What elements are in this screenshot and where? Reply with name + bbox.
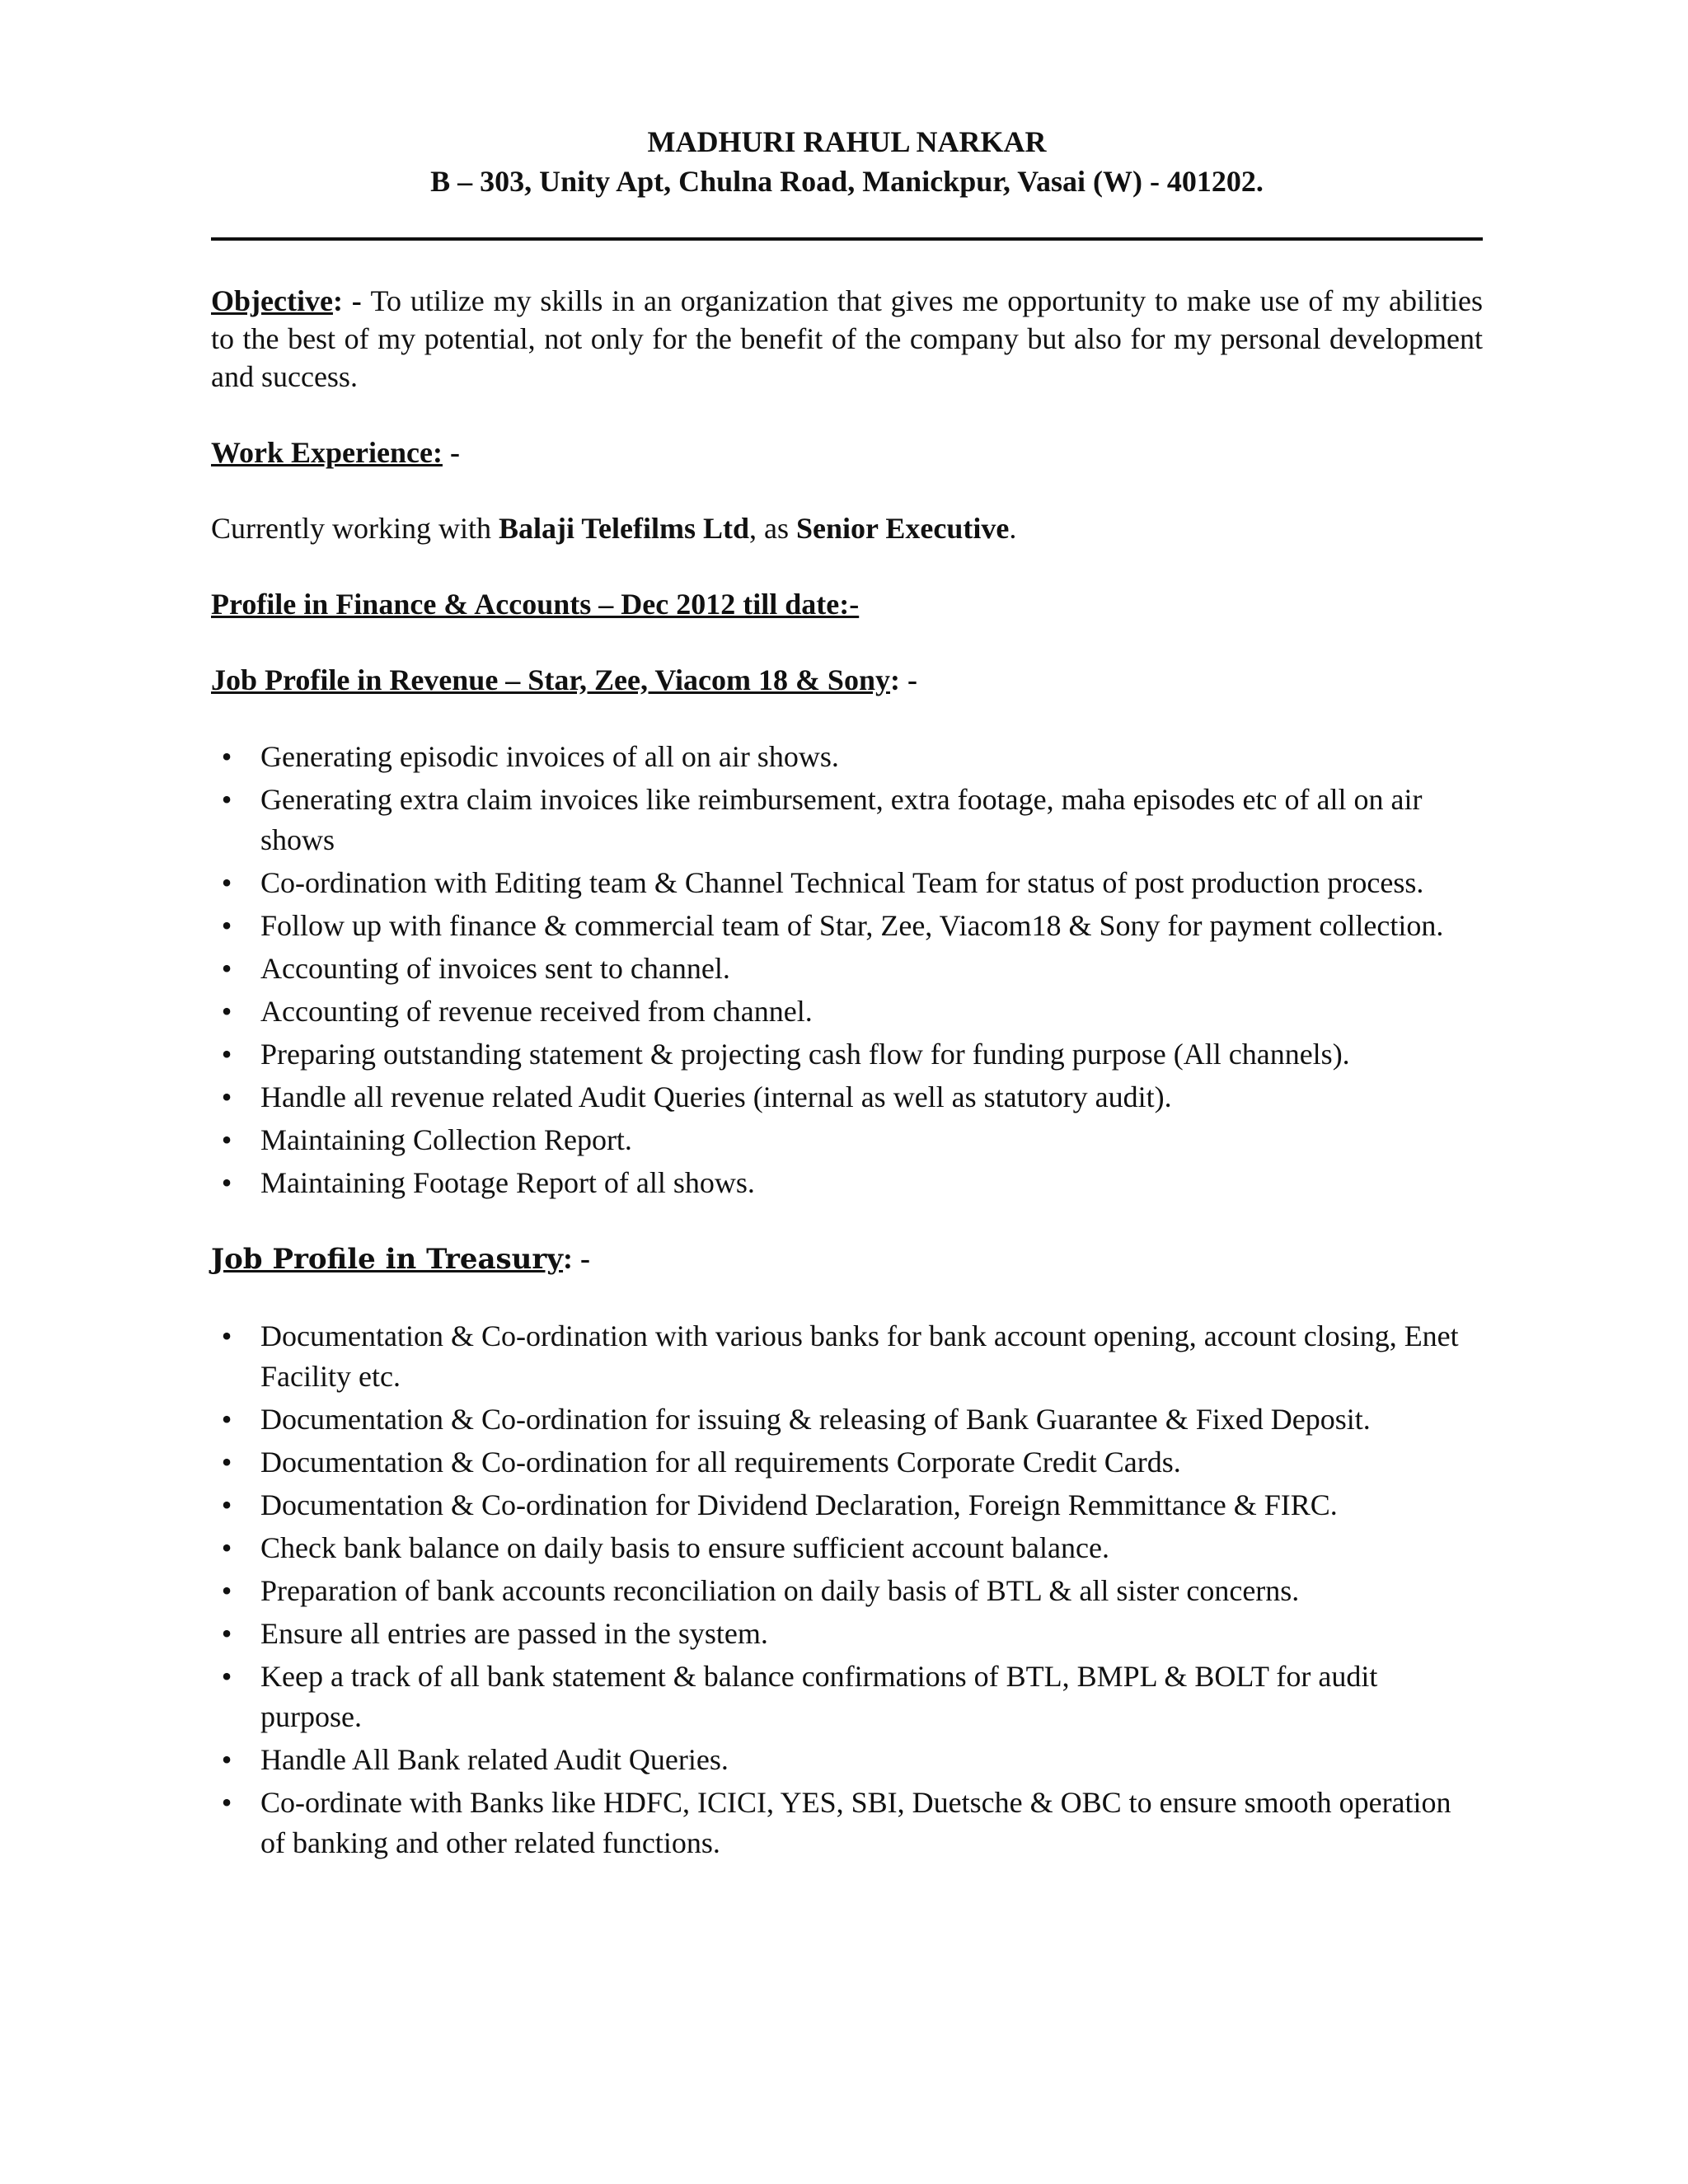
list-item — [211, 1657, 1483, 1737]
current-middle: , as — [749, 512, 796, 545]
list-item — [211, 1077, 1483, 1118]
profile-heading — [211, 585, 1483, 623]
bullet-icon: • — [221, 1123, 232, 1156]
bullet-icon: • — [221, 1038, 232, 1071]
list-item — [211, 1783, 1483, 1863]
list-item — [211, 1399, 1483, 1440]
treasury-suffix: : - — [563, 1242, 591, 1275]
bullet-icon: • — [221, 1488, 232, 1521]
objective-label: Objective — [211, 284, 333, 317]
candidate-name: MADHURI RAHUL NARKAR — [647, 125, 1047, 158]
bullet-icon: • — [221, 1446, 232, 1479]
bullet-icon: • — [221, 783, 232, 816]
list-item — [211, 1120, 1483, 1160]
list-item — [211, 991, 1483, 1032]
bullet-icon: • — [221, 866, 232, 899]
header-divider — [211, 237, 1483, 241]
list-item-text: Generating episodic invoices of all on air shows. — [260, 740, 839, 773]
list-item-text: Co-ordinate with Banks like HDFC, ICICI, YES, SBI, Duetsche & OBC to ensure smooth operation of banking and other related functions. — [260, 1786, 1451, 1859]
profile-label: Profile in Finance & Accounts – Dec 2012 till date:- — [211, 588, 860, 621]
list-item-text: Generating extra claim invoices like reimbursement, extra footage, maha episodes etc of all on air shows — [260, 783, 1423, 856]
candidate-address: B – 303, Unity Apt, Chulna Road, Manickpur, Vasai (W) - 401202. — [430, 165, 1264, 198]
list-item — [211, 1163, 1483, 1203]
list-item-text: Keep a track of all bank statement & balance confirmations of BTL, BMPL & BOLT for audit purpose. — [260, 1660, 1378, 1733]
list-item-text: Accounting of revenue received from channel. — [260, 995, 813, 1028]
list-item-text: Documentation & Co-ordination for issuing & releasing of Bank Guarantee & Fixed Deposit. — [260, 1403, 1371, 1436]
objective-section — [211, 282, 1483, 396]
objective-text: To utilize my skills in an organization that gives me opportunity to make use of my abilities to the best of my potential, not only for the benefit of the company but also for my personal development and success. — [211, 284, 1483, 393]
list-item-text: Maintaining Collection Report. — [260, 1123, 632, 1156]
work-experience-label: Work Experience: — [211, 436, 443, 469]
list-item-text: Check bank balance on daily basis to ensure sufficient account balance. — [260, 1531, 1109, 1564]
objective-separator: : - — [332, 284, 371, 317]
current-employment — [211, 509, 1483, 547]
bullet-icon: • — [221, 1531, 232, 1564]
current-prefix: Currently working with — [211, 512, 499, 545]
bullet-icon: • — [221, 952, 232, 985]
revenue-duties-list — [211, 737, 1483, 1203]
resume-header — [211, 122, 1483, 201]
list-item-text: Co-ordination with Editing team & Channel Technical Team for status of post production process. — [260, 866, 1424, 899]
list-item — [211, 1316, 1483, 1397]
bullet-icon: • — [221, 1319, 232, 1352]
bullet-icon: • — [221, 995, 232, 1028]
resume-page — [211, 122, 1483, 1866]
list-item — [211, 737, 1483, 777]
list-item-text: Documentation & Co-ordination for all requirements Corporate Credit Cards. — [260, 1446, 1181, 1479]
bullet-icon: • — [221, 740, 232, 773]
list-item-text: Accounting of invoices sent to channel. — [260, 952, 730, 985]
list-item-text: Handle all revenue related Audit Queries (internal as well as statutory audit). — [260, 1080, 1172, 1113]
company-name: Balaji Telefilms Ltd — [498, 512, 749, 545]
list-item-text: Ensure all entries are passed in the system. — [260, 1617, 768, 1650]
list-item — [211, 863, 1483, 903]
list-item-text: Preparation of bank accounts reconciliation on daily basis of BTL & all sister concerns. — [260, 1574, 1300, 1607]
list-item — [211, 1740, 1483, 1780]
list-item — [211, 1528, 1483, 1568]
bullet-icon: • — [221, 1574, 232, 1607]
list-item-text: Follow up with finance & commercial team of Star, Zee, Viacom18 & Sony for payment collection. — [260, 909, 1444, 942]
list-item-text: Handle All Bank related Audit Queries. — [260, 1743, 729, 1776]
bullet-icon: • — [221, 1743, 232, 1776]
list-item-text: Maintaining Footage Report of all shows. — [260, 1166, 755, 1199]
revenue-heading — [211, 661, 1483, 699]
bullet-icon: • — [221, 1080, 232, 1113]
treasury-heading — [211, 1240, 1483, 1278]
list-item — [211, 1442, 1483, 1483]
list-item — [211, 1614, 1483, 1654]
list-item — [211, 780, 1483, 860]
revenue-suffix: : - — [889, 663, 917, 696]
work-experience-suffix: - — [442, 436, 460, 469]
list-item-text: Documentation & Co-ordination with various banks for bank account opening, account closing, Enet Facility etc. — [260, 1319, 1459, 1393]
bullet-icon: • — [221, 1403, 232, 1436]
bullet-icon: • — [221, 909, 232, 942]
list-item — [211, 906, 1483, 946]
list-item — [211, 1571, 1483, 1611]
list-item — [211, 1485, 1483, 1526]
current-suffix: . — [1009, 512, 1017, 545]
role-title: Senior Executive — [796, 512, 1010, 545]
list-item-text: Documentation & Co-ordination for Dividend Declaration, Foreign Remmittance & FIRC. — [260, 1488, 1338, 1521]
bullet-icon: • — [221, 1617, 232, 1650]
revenue-label: Job Profile in Revenue – Star, Zee, Viacom 18 & Sony — [211, 663, 890, 696]
bullet-icon: • — [221, 1786, 232, 1819]
bullet-icon: • — [221, 1166, 232, 1199]
list-item — [211, 1034, 1483, 1075]
list-item — [211, 949, 1483, 989]
treasury-label: Job Profile in Treasury — [211, 1243, 564, 1276]
bullet-icon: • — [221, 1660, 232, 1693]
list-item-text: Preparing outstanding statement & projecting cash flow for funding purpose (All channels). — [260, 1038, 1350, 1071]
treasury-duties-list — [211, 1316, 1483, 1863]
work-experience-heading — [211, 434, 1483, 471]
